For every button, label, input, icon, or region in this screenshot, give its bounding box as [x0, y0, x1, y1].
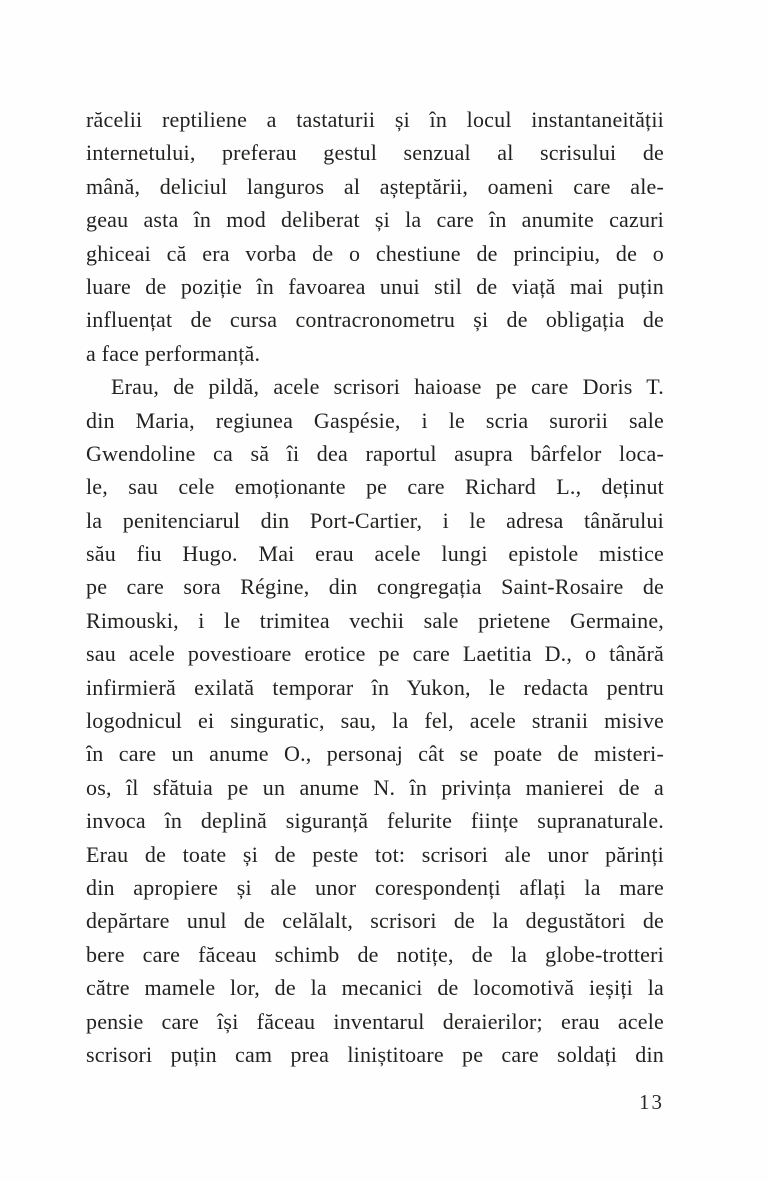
text-line: depărtare unul de celălalt, scrisori de la degustători de: [86, 908, 664, 934]
text-line: luare de poziție în favoarea unui stil de viață mai puțin: [86, 273, 664, 299]
page-number: 13: [639, 1090, 664, 1114]
text-line: pensie care își făceau inventarul deraierilor; erau acele: [86, 1008, 664, 1034]
text-line: răcelii reptiliene a tastaturii și în locul instantaneității: [86, 107, 664, 132]
text-line: influențat de cursa contracronometru și de obligația de: [86, 307, 664, 333]
text-line: le, sau cele emoționante pe care Richard L., deținut: [86, 474, 664, 500]
text-line: din apropiere și ale unor corespondenți aflați la mare: [86, 874, 664, 900]
text-line: os, îl sfătuia pe un anume N. în privința manierei de a: [86, 774, 664, 800]
paragraph: [86, 103, 664, 370]
text-line: Rimouski, i le trimitea vechii sale prietene Germaine,: [86, 607, 664, 633]
text-line: său fiu Hugo. Mai erau acele lungi epistole mistice: [86, 541, 664, 567]
text-line: la penitenciarul din Port-Cartier, i le adresa tânărului: [86, 507, 664, 533]
text-line: invoca în deplină siguranță felurite ființe supranaturale.: [86, 808, 664, 834]
text-line: geau asta în mod deliberat și la care în anumite cazuri: [86, 207, 664, 233]
text-line: mână, deliciul languros al așteptării, oameni care ale-: [86, 173, 664, 199]
paragraph: [86, 370, 664, 1071]
text-line: a face performanță.: [86, 340, 261, 366]
text-line: bere care făceau schimb de notițe, de la globe-trotteri: [86, 941, 664, 967]
text-line: scrisori puțin cam prea liniștitoare pe care soldați din: [86, 1041, 664, 1067]
text-line: internetului, preferau gestul senzual al scrisului de: [86, 140, 664, 166]
text-line: către mamele lor, de la mecanici de locomotivă ieșiți la: [86, 975, 664, 1001]
text-line: infirmieră exilată temporar în Yukon, le redacta pentru: [86, 674, 664, 700]
text-line: Erau, de pildă, acele scrisori haioase pe care Doris T.: [111, 374, 664, 400]
body-text: [86, 103, 664, 1071]
text-line: în care un anume O., personaj cât se poate de misteri-: [86, 741, 664, 767]
text-line: din Maria, regiunea Gaspésie, i le scria surorii sale: [86, 407, 664, 433]
text-line: pe care sora Régine, din congregația Saint-Rosaire de: [86, 574, 664, 600]
text-line: Gwendoline ca să îi dea raportul asupra bârfelor loca-: [86, 440, 664, 466]
text-line: sau acele povestioare erotice pe care Laetitia D., o tânără: [86, 641, 664, 667]
text-line: Erau de toate și de peste tot: scrisori ale unor părinți: [86, 841, 664, 867]
text-line: logodnicul ei singuratic, sau, la fel, acele stranii misive: [86, 708, 664, 734]
text-line: ghiceai că era vorba de o chestiune de principiu, de o: [86, 240, 664, 266]
